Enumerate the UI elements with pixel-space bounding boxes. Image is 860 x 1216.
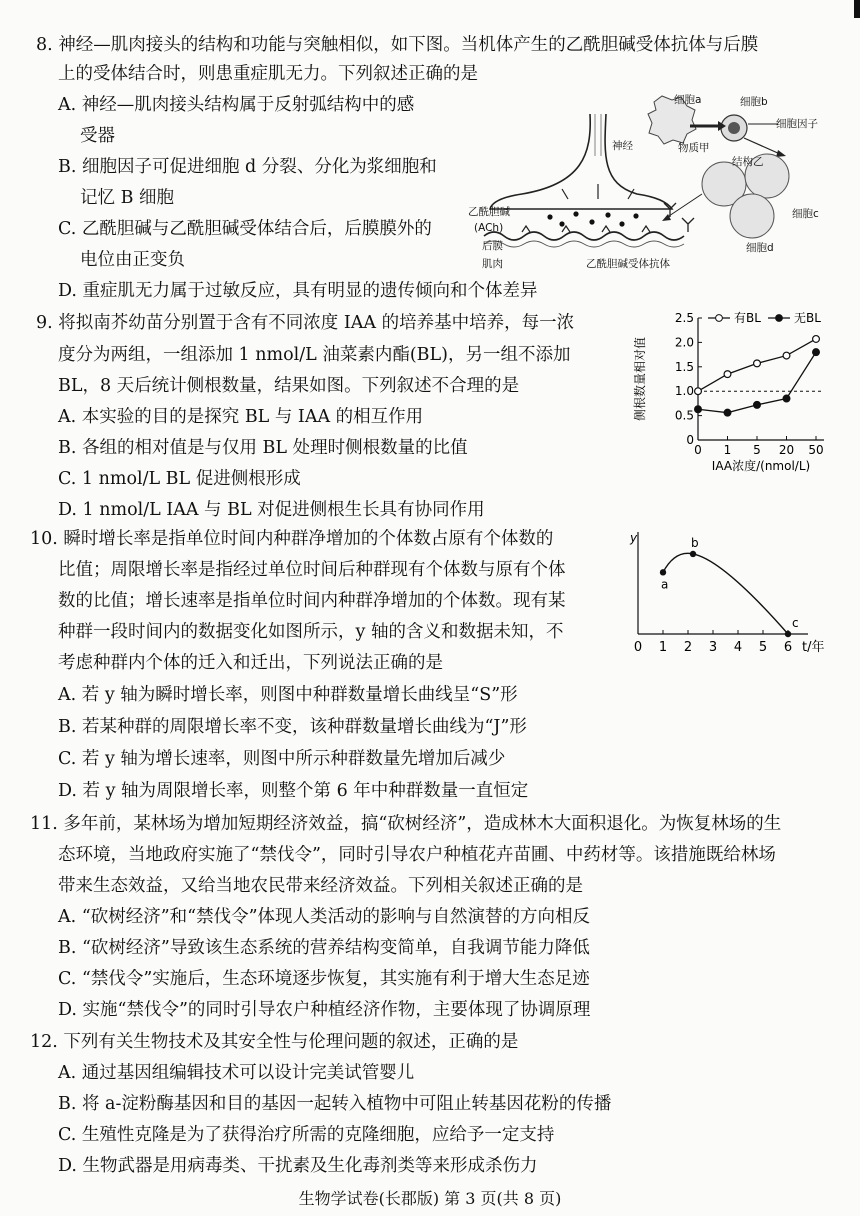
y-tick-label: 2.5 xyxy=(674,311,694,325)
label-cell-c: 细胞c xyxy=(792,208,819,220)
x-tick-label: 6 xyxy=(783,640,793,655)
y-axis-label: y xyxy=(630,531,638,545)
data-point xyxy=(813,349,820,356)
label-nerve: 神经 xyxy=(612,140,633,152)
data-point xyxy=(724,371,731,378)
x-tick-label: 2 xyxy=(683,640,693,655)
data-point xyxy=(724,409,731,416)
q8-figure-drawing xyxy=(462,84,834,274)
label-muscle: 肌肉 xyxy=(482,258,503,270)
x-tick-label: 4 xyxy=(733,640,743,655)
q12-option-b: B. 将 a-淀粉酶基因和目的基因一起转入植物中可阻止转基因花粉的传播 xyxy=(58,1094,612,1114)
label-postsynaptic: 后膜 xyxy=(482,240,503,252)
q11-stem-line-1: 11. 多年前，某林场为增加短期经济效益，搞“砍树经济”，造成林木大面积退化。为恢复林场的生 xyxy=(30,814,782,834)
x-tick-label: 1 xyxy=(723,443,732,457)
q9-stem-line-3: BL，8 天后统计侧根数量，结果如图。下列叙述不合理的是 xyxy=(58,376,520,396)
label-structure-b: 结构乙 xyxy=(732,156,764,168)
q10-stem-line-2: 比值；周限增长率是指经过单位时间后种群现有个体数与原有个体 xyxy=(58,560,566,580)
data-point xyxy=(754,360,761,367)
q8-option-a-cont: 受器 xyxy=(80,126,115,146)
data-point xyxy=(754,401,761,408)
q8-option-a: A. 神经—肌肉接头结构属于反射弧结构中的感 xyxy=(58,95,415,115)
q9-option-b: B. 各组的相对值是与仅用 BL 处理时侧根数量的比值 xyxy=(58,438,468,458)
q8-option-c-cont: 电位由正变负 xyxy=(80,250,185,270)
q10-option-b: B. 若某种群的周限增长率不变，该种群数量增长曲线为“J”形 xyxy=(58,717,527,737)
x-tick-label: 5 xyxy=(758,640,768,655)
x-tick-label: 5 xyxy=(753,443,761,457)
q10-stem-line-3: 数的比值；增长速率是指单位时间内种群净增加的个体数。现有某 xyxy=(58,591,566,611)
y-tick-label: 0 xyxy=(686,433,694,447)
q8-option-d: D. 重症肌无力属于过敏反应，具有明显的遗传倾向和个体差异 xyxy=(58,281,538,301)
legend-label: 无BL xyxy=(794,311,821,325)
growth-curve xyxy=(663,553,788,634)
q9-stem-line-1: 9. 将拟南芥幼苗分别置于含有不同浓度 IAA 的培养基中培养，每一浓 xyxy=(36,313,575,333)
x-tick-label: 50 xyxy=(808,443,824,457)
y-axis-label: 侧根数量相对值 xyxy=(633,336,647,422)
data-point xyxy=(813,336,820,343)
q9-stem-line-2: 度分为两组，一组添加 1 nmol/L 油菜素内酯(BL)，另一组不添加 xyxy=(58,345,571,365)
q9-chart xyxy=(626,306,834,476)
x-tick-label: 0 xyxy=(694,443,702,457)
q9-option-d: D. 1 nmol/L IAA 与 BL 对促进侧根生长具有协同作用 xyxy=(58,500,485,520)
q8-stem-line-1: 8. 神经—肌肉接头的结构和功能与突触相似，如下图。当机体产生的乙酰胆碱受体抗体与后膜 xyxy=(36,35,759,55)
q8-option-c: C. 乙酰胆碱与乙酰胆碱受体结合后，后膜膜外的 xyxy=(58,219,432,239)
q10-stem-line-4: 种群一段时间内的数据变化如图所示，y 轴的含义和数据未知，不 xyxy=(58,622,564,642)
q11-stem-line-3: 带来生态效益，又给当地农民带来经济效益。下列相关叙述正确的是 xyxy=(58,876,583,896)
point-label-b: b xyxy=(691,535,699,550)
y-tick-label: 1.0 xyxy=(674,384,694,399)
data-point xyxy=(783,352,790,359)
y-tick-label: 2.0 xyxy=(674,335,694,350)
q8-stem-line-2: 上的受体结合时，则患重症肌无力。下列叙述正确的是 xyxy=(58,64,478,84)
point-label-a: a xyxy=(661,577,669,592)
point-a xyxy=(660,569,666,575)
point-label-c: c xyxy=(792,616,799,630)
nerve-terminal xyxy=(490,114,672,209)
q8-option-b-cont: 记忆 B 细胞 xyxy=(80,188,174,208)
y-tick-label: 0.5 xyxy=(674,408,694,423)
q10-option-c: C. 若 y 轴为增长速率，则图中所示种群数量先增加后减少 xyxy=(58,749,506,769)
q10-stem-line-5: 考虑种群内个体的迁入和迁出，下列说法正确的是 xyxy=(58,653,443,673)
q11-stem-line-2: 态环境，当地政府实施了“禁伐令”，同时引导农户种植花卉苗圃、中药材等。该措施既给林场 xyxy=(58,845,776,865)
label-antibody: 乙酰胆碱受体抗体 xyxy=(586,258,670,270)
point-c xyxy=(785,631,791,637)
legend-label: 有BL xyxy=(734,311,761,325)
q9-option-c: C. 1 nmol/L BL 促进侧根形成 xyxy=(58,469,301,489)
page-footer: 生物学试卷(长郡版) 第 3 页(共 8 页) xyxy=(298,1189,562,1208)
data-point xyxy=(695,406,702,413)
label-cell-d: 细胞d xyxy=(746,242,774,254)
q8-option-b: B. 细胞因子可促进细胞 d 分裂、分化为浆细胞和 xyxy=(58,157,437,177)
q12-stem: 12. 下列有关生物技术及其安全性与伦理问题的叙述，正确的是 xyxy=(30,1032,519,1052)
x-axis-label: IAA浓度/(nmol/L) xyxy=(711,459,811,473)
q11-option-b: B. “砍树经济”导致该生态系统的营养结构变简单，自我调节能力降低 xyxy=(58,938,590,958)
x-tick-label: 0 xyxy=(633,640,643,655)
q10-option-d: D. 若 y 轴为周限增长率，则整个第 6 年中种群数量一直恒定 xyxy=(58,781,529,801)
q10-stem-line-1: 10. 瞬时增长率是指单位时间内种群净增加的个体数占原有个体数的 xyxy=(30,529,554,549)
data-point xyxy=(783,395,790,402)
page-edge-mark xyxy=(854,0,860,18)
legend-marker xyxy=(776,315,783,322)
x-tick-label: 3 xyxy=(708,640,718,655)
q12-option-a: A. 通过基因组编辑技术可以设计完美试管婴儿 xyxy=(58,1063,415,1083)
postsynaptic-membrane xyxy=(484,232,684,240)
data-point xyxy=(695,388,702,395)
q11-option-a: A. “砍树经济”和“禁伐令”体现人类活动的影响与自然演替的方向相反 xyxy=(58,907,591,927)
q10-chart xyxy=(620,524,834,658)
label-cell-a: 细胞a xyxy=(674,94,702,106)
q10-option-a: A. 若 y 轴为瞬时增长率，则图中种群数量增长曲线呈“S”形 xyxy=(58,685,518,705)
x-axis-label: t/年 xyxy=(802,640,825,655)
legend-marker xyxy=(716,315,723,322)
label-substance-a: 物质甲 xyxy=(678,142,710,154)
q12-option-d: D. 生物武器是用病毒类、干扰素及生化毒剂类等来形成杀伤力 xyxy=(58,1156,538,1176)
cell-d xyxy=(730,194,774,238)
q12-option-c: C. 生殖性克隆是为了获得治疗所需的克隆细胞，应给予一定支持 xyxy=(58,1125,555,1145)
point-b xyxy=(690,551,696,557)
label-ach-abbr: (ACh) xyxy=(474,222,504,234)
q9-option-a: A. 本实验的目的是探究 BL 与 IAA 的相互作用 xyxy=(58,407,424,427)
label-ach: 乙酰胆碱 xyxy=(468,206,510,218)
y-tick-label: 1.5 xyxy=(674,359,694,374)
label-cytokine: 细胞因子 xyxy=(776,118,818,130)
x-tick-label: 20 xyxy=(778,443,795,457)
x-tick-label: 1 xyxy=(658,640,668,655)
q8-figure xyxy=(462,84,834,274)
label-cell-b: 细胞b xyxy=(740,96,768,108)
q11-option-d: D. 实施“禁伐令”的同时引导农户种植经济作物，主要体现了协调原理 xyxy=(58,1000,591,1020)
q11-option-c: C. “禁伐令”实施后，生态环境逐步恢复，其实施有利于增大生态足迹 xyxy=(58,969,590,989)
